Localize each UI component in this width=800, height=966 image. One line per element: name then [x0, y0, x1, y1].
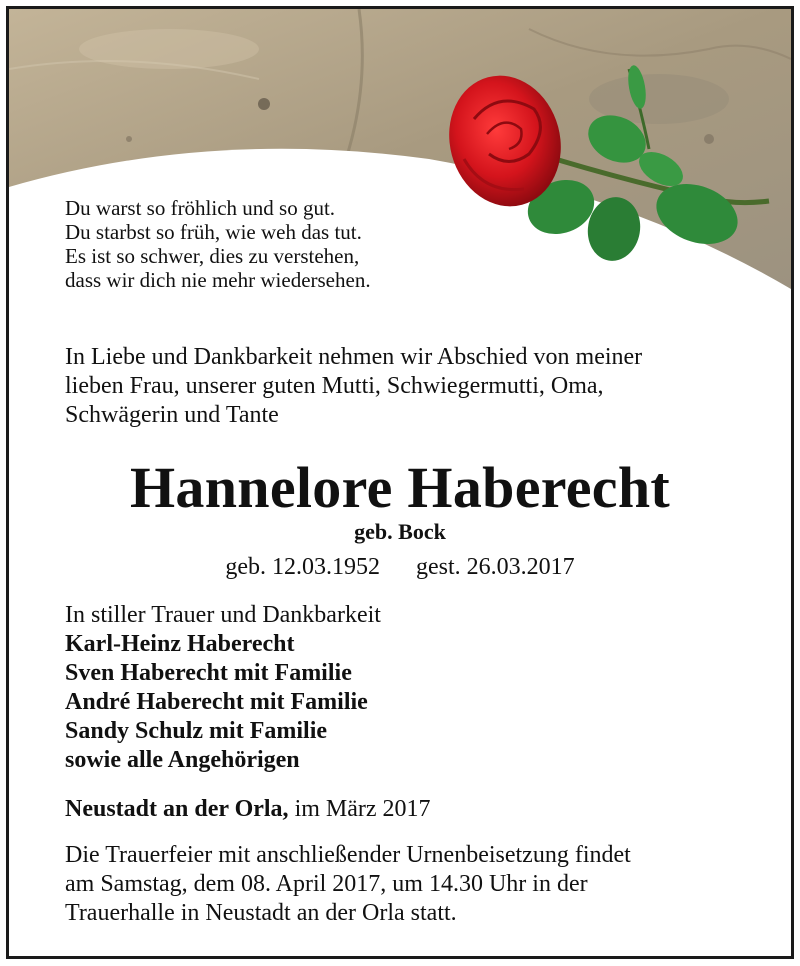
mourners-list	[65, 601, 381, 775]
place-date	[65, 795, 431, 824]
mourner-name: Sandy Schulz mit Familie	[65, 718, 328, 744]
funeral-notice	[65, 841, 631, 928]
life-dates: geb. 12.03.1952 gest. 26.03.2017	[225, 554, 575, 580]
poem	[65, 196, 371, 292]
mourner-name: André Haberecht mit Familie	[65, 689, 368, 715]
mourner-name: Sven Haberecht mit Familie	[65, 660, 352, 686]
birth-name: geb. Bock	[354, 519, 446, 544]
poem-line: Es ist so schwer, dies zu verstehen,	[65, 244, 360, 268]
mourner-name: Karl-Heinz Haberecht	[65, 631, 295, 657]
mourner-name: sowie alle Angehörigen	[65, 747, 300, 773]
funeral-line: Trauerhalle in Neustadt an der Orla statt.	[65, 900, 457, 926]
intro-line: In Liebe und Dankbarkeit nehmen wir Abschied von meiner	[65, 344, 643, 370]
poem-line: Du warst so fröhlich und so gut.	[65, 196, 336, 220]
deceased-name: Hannelore Haberecht	[130, 455, 670, 520]
poem-line: Du starbst so früh, wie weh das tut.	[65, 220, 362, 244]
place-city: Neustadt an der Orla,	[65, 796, 289, 822]
funeral-line: am Samstag, dem 08. April 2017, um 14.30 Uhr in der	[65, 871, 588, 897]
obituary-card	[6, 6, 794, 959]
place-month: im März 2017	[288, 796, 431, 822]
intro-line: Schwägerin und Tante	[65, 402, 279, 428]
intro-line: lieben Frau, unserer guten Mutti, Schwiegermutti, Oma,	[65, 373, 604, 399]
mourners-intro: In stiller Trauer und Dankbarkeit	[65, 602, 381, 628]
funeral-line: Die Trauerfeier mit anschließender Urnenbeisetzung findet	[65, 842, 631, 868]
poem-line: dass wir dich nie mehr wiedersehen.	[65, 268, 371, 292]
farewell-intro	[65, 343, 785, 430]
